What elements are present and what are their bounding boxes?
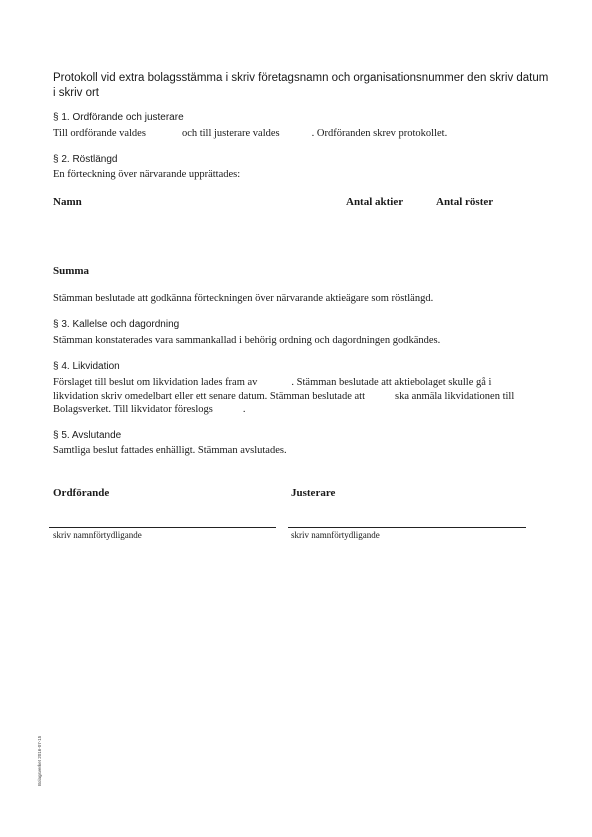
section-4-text (53, 376, 533, 417)
protocol-writer-text: . Ordföranden skrev protokollet. (311, 128, 448, 139)
column-header-votes: Antal röster (436, 196, 494, 208)
sum-label: Summa (53, 265, 90, 277)
chair-name-clarification[interactable]: skriv namnförtydligande (53, 530, 142, 540)
section-3-heading: § 3. Kallelse och dagordning (53, 319, 180, 330)
chair-signature-line[interactable] (49, 527, 276, 528)
liquidation-proposal-text: Förslaget till beslut om likvidation lades fram av (53, 377, 258, 388)
chair-elected-text: Till ordförande valdes (53, 128, 146, 139)
document-title: Protokoll vid extra bolagsstämma i skriv företagsnamn och organisationsnummer den skriv datum i skriv ort (53, 72, 549, 99)
column-header-shares: Antal aktier (346, 196, 404, 208)
section-1-text (53, 128, 447, 139)
section-4-heading: § 4. Likvidation (53, 361, 120, 372)
liquidation-registration-text: ska anmäla likvidationen till Bolagsverket. Till likvidator föreslogs (53, 390, 515, 415)
liquidator-end-text: . (242, 404, 246, 415)
chair-signature-label: Ordförande (53, 487, 110, 499)
section-2-heading: § 2. Röstlängd (53, 154, 118, 165)
section-5-heading: § 5. Avslutande (53, 430, 122, 441)
form-version-note: Bolagsverket 2016-07-15 (37, 735, 42, 786)
adjuster-name-clarification[interactable]: skriv namnförtydligande (291, 530, 380, 540)
adjuster-signature-label: Justerare (291, 487, 336, 499)
adjuster-signature-line[interactable] (288, 527, 526, 528)
section-3-text: Stämman konstaterades vara sammankallad i behörig ordning och dagordningen godkändes. (53, 335, 441, 346)
adjuster-elected-text: och till justerare valdes (181, 128, 280, 139)
section-5-text: Samtliga beslut fattades enhälligt. Stämman avslutades. (53, 445, 287, 456)
column-header-name: Namn (53, 196, 82, 208)
liquidation-decision-text: . Stämman beslutade att aktiebolaget skulle gå i likvidation skriv omedelbart eller ett senare datum. Stämman beslutade att (53, 377, 492, 402)
section-1-heading: § 1. Ordförande och justerare (53, 112, 184, 123)
section-2-text: En förteckning över närvarande upprättades: (53, 169, 241, 180)
voting-list-approval: Stämman beslutade att godkänna förteckningen över närvarande aktieägare som röstlängd. (53, 293, 434, 304)
